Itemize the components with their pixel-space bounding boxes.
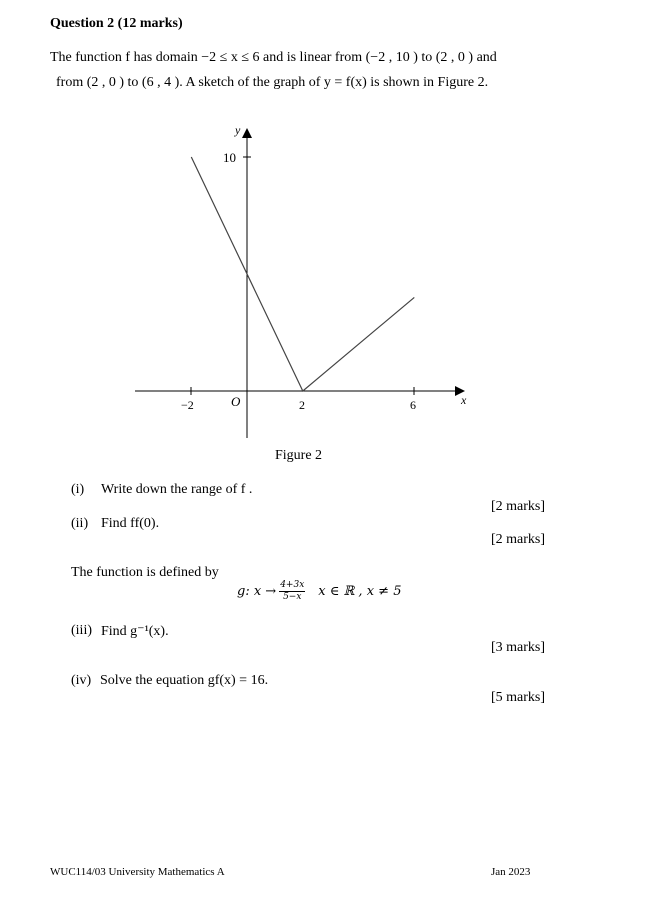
- x-tick-label-2: 2: [299, 398, 305, 412]
- part-iii-text: Find g⁻¹(x).: [101, 624, 169, 639]
- footer-date: Jan 2023: [491, 866, 531, 878]
- x-tick-label-6: 6: [410, 398, 416, 412]
- y-axis-arrow: [242, 128, 252, 138]
- part-ii-marks: [2 marks]: [491, 532, 546, 547]
- part-iv-label: (iv): [71, 673, 92, 688]
- y-axis-label: y: [235, 123, 241, 137]
- figure-caption: Figure 2: [275, 448, 323, 463]
- x-axis-label: x: [461, 393, 467, 407]
- g-definition-intro: The function is defined by: [71, 565, 219, 580]
- g-definition-formula: [237, 580, 401, 603]
- part-ii-text: Find ff(0).: [101, 516, 160, 531]
- part-iv-marks: [5 marks]: [491, 690, 546, 705]
- part-i-marks: [2 marks]: [491, 499, 546, 514]
- footer-course: WUC114/03 University Mathematics A: [50, 866, 225, 878]
- part-i-text: Write down the range of f .: [101, 482, 253, 497]
- function-line: [191, 157, 414, 391]
- g-definition-lhs: g: x →: [237, 584, 277, 599]
- part-iii-marks: [3 marks]: [491, 640, 546, 655]
- g-numerator: 4+3x: [280, 580, 305, 590]
- y-tick-label-10: 10: [223, 150, 236, 165]
- part-iv-text: Solve the equation gf(x) = 16.: [100, 673, 269, 688]
- question-title: Question 2 (12 marks): [50, 16, 183, 31]
- origin-label: O: [231, 394, 241, 409]
- part-ii-label: (ii): [71, 516, 89, 531]
- part-i-label: (i): [71, 482, 85, 497]
- x-tick-label-neg2: −2: [181, 398, 194, 412]
- question-intro-line-1: The function f has domain −2 ≤ x ≤ 6 and is linear from (−2 , 10 ) to (2 , 0 ) and: [50, 50, 497, 65]
- g-definition-fraction: [279, 580, 305, 603]
- question-intro-line-2: from (2 , 0 ) to (6 , 4 ). A sketch of the graph of y = f(x) is shown in Figure 2.: [56, 75, 489, 90]
- g-denominator: 5−x: [283, 592, 302, 602]
- part-iii-label: (iii): [71, 623, 92, 638]
- g-domain: x ∈ ℝ , x ≠ 5: [318, 584, 402, 599]
